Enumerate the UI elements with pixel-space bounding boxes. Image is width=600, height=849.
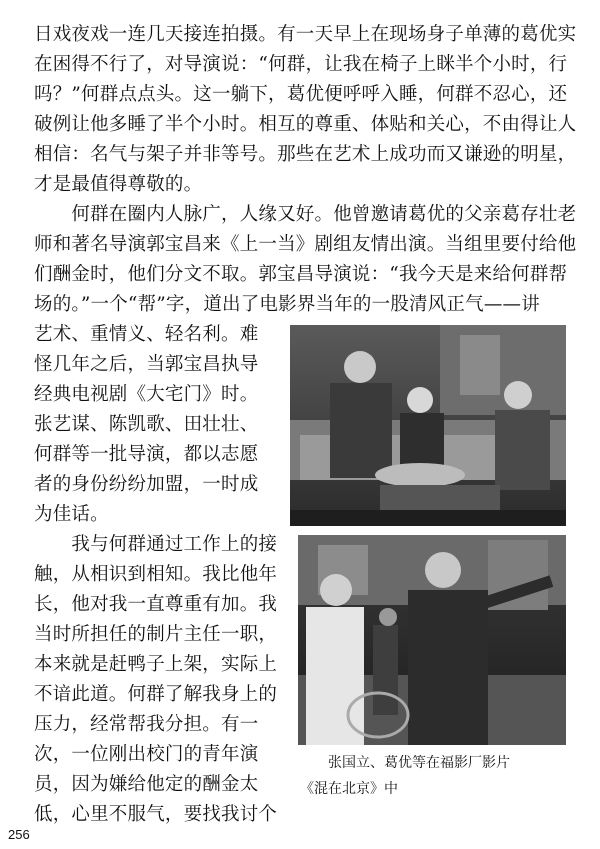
photo-caption-line2: 《混在北京》中 [300, 781, 398, 797]
text-line: 张艺谋、陈凯歌、田壮壮、 [34, 414, 259, 435]
text-line: 低，心里不服气，要找我讨个 [34, 804, 278, 825]
text-line: 吗？”何群点点头。这一躺下，葛优便呼呼入睡，何群不忍心，还 [34, 84, 568, 105]
text-line: 师和著名导演郭宝昌来《上一当》剧组友情出演。当组里要付给他 [34, 234, 577, 255]
text-line: 触，从相识到相知。我比他年 [34, 564, 278, 585]
text-line: 为佳话。 [34, 504, 109, 525]
text-line: 压力，经常帮我分担。有一 [34, 714, 259, 735]
text-line: 相信：名气与架子并非等号。那些在艺术上成功而又谦逊的明星， [34, 144, 577, 165]
text-line: 我与何群通过工作上的接 [34, 534, 278, 555]
text-line: 破例让他多睡了半个小时。相互的尊重、体贴和关心，不由得让人 [34, 114, 577, 135]
photo-caption-line1: 张国立、葛优等在福影厂影片 [328, 755, 510, 771]
page-number: 256 [8, 827, 30, 842]
text-line: 们酬金时，他们分文不取。郭宝昌导演说：“我今天是来给何群帮 [34, 264, 568, 285]
text-line: 何群等一批导演，都以志愿 [34, 444, 259, 465]
text-line: 怪几年之后，当郭宝昌执导 [34, 354, 259, 375]
text-line: 不谙此道。何群了解我身上的 [34, 684, 278, 705]
photo-street-scene [298, 535, 566, 745]
text-line: 本来就是赶鸭子上架，实际上 [34, 654, 278, 675]
text-line: 艺术、重情义、轻名利。难 [34, 324, 259, 345]
text-line: 长，他对我一直尊重有加。我 [34, 594, 278, 615]
text-line: 当时所担任的制片主任一职， [34, 624, 278, 645]
text-line: 在困得不行了，对导演说：“何群，让我在椅子上眯半个小时，行 [34, 54, 568, 75]
text-line: 才是最值得尊敬的。 [34, 174, 203, 195]
text-line: 场的。”一个“帮”字，道出了电影界当年的一股清风正气——讲 [34, 294, 540, 315]
text-line: 者的身份纷纷加盟，一时成 [34, 474, 259, 495]
text-line: 日戏夜戏一连几天接连拍摄。有一天早上在现场身子单薄的葛优实 [34, 24, 577, 45]
text-line: 经典电视剧《大宅门》时。 [34, 384, 259, 405]
text-line: 员，因为嫌给他定的酬金太 [34, 774, 259, 795]
text-line: 次，一位刚出校门的青年演 [34, 744, 259, 765]
photo-sofa-scene [290, 325, 566, 526]
text-line: 何群在圈内人脉广，人缘又好。他曾邀请葛优的父亲葛存壮老 [34, 204, 577, 225]
